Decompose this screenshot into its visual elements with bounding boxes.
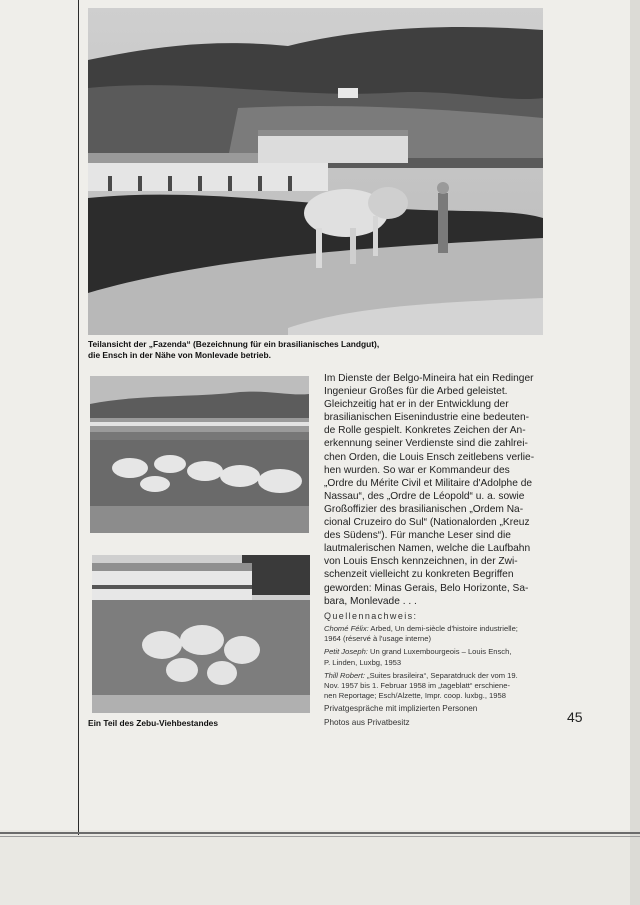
body-line: Im Dienste der Belgo-Mineira hat ein Redinger bbox=[324, 373, 534, 384]
source-text: nen Reportage; Esch/Alzette, Impr. coop. luxbg., 1958 bbox=[324, 691, 506, 701]
fazenda-photo bbox=[88, 8, 543, 335]
body-line: des Südens“). Für manche Leser sind die bbox=[324, 530, 511, 542]
body-line: Ingenieur Großes für die Arbed geleistet. bbox=[324, 386, 508, 398]
body-line: Gleichzeitig hat er in der Entwicklung der bbox=[324, 399, 509, 411]
source-text: 1964 (réservé à l'usage interne) bbox=[324, 634, 431, 644]
body-line: Großoffizier des brasilianischen „Ordem Na- bbox=[324, 503, 524, 515]
source-entry: Privatgespräche mit implizierten Personen bbox=[324, 704, 478, 714]
source-author: Petit Joseph: bbox=[324, 647, 368, 657]
source-text: P. Linden, Luxbg, 1953 bbox=[324, 657, 402, 667]
body-line: bara, Monlevade . . . bbox=[324, 595, 417, 607]
top-photo-caption-line-1: Teilansicht der „Fazenda“ (Bezeichnung für ein brasilianisches Landgut), bbox=[88, 339, 380, 349]
source-text: „Suites brasileira“, Separatdruck der vom 19. bbox=[364, 670, 518, 680]
page-number: 45 bbox=[567, 709, 583, 725]
page-margin-line bbox=[78, 0, 79, 835]
body-line: de Rolle gespielt. Konkretes Zeichen der An- bbox=[324, 425, 526, 437]
source-text: Arbed, Un demi-siècle d'histoire industrielle; bbox=[368, 624, 518, 633]
body-line: von Louis Ensch kennzeichnen, in der Zwi- bbox=[324, 556, 518, 568]
zebu-herd-photo bbox=[92, 555, 310, 713]
page-edge bbox=[630, 0, 640, 905]
source-entry bbox=[324, 624, 546, 644]
source-entry bbox=[324, 647, 546, 667]
sources-list bbox=[324, 624, 546, 731]
body-line: schenzeit vielleicht zu konkreten Begriffen bbox=[324, 569, 514, 581]
body-line: hen wurden. So war er Kommandeur des bbox=[324, 464, 510, 476]
bottom-photo-caption: Ein Teil des Zebu-Viehbestandes bbox=[88, 718, 218, 728]
herd-photo bbox=[90, 376, 309, 533]
sources-heading: Quellennachweis: bbox=[324, 611, 418, 621]
source-text: Un grand Luxembourgeois – Louis Ensch, bbox=[367, 647, 512, 657]
page-bottom-rule-secondary bbox=[0, 836, 640, 837]
article-body bbox=[324, 372, 545, 608]
page-bottom-rule bbox=[0, 832, 640, 834]
body-line: cional Cruzeiro do Sul“ (Nationalorden „Kreuz bbox=[324, 517, 530, 529]
body-line: chen Orden, die Louis Ensch zeitlebens verlie- bbox=[324, 451, 535, 463]
source-text: Nov. 1957 bis 1. Februar 1958 im „tageblatt“ erschiene- bbox=[324, 681, 511, 691]
source-entry bbox=[324, 671, 546, 702]
source-author: Chomé Félix: bbox=[324, 624, 369, 633]
body-line: brasilianischen Eisenindustrie eine bedeuten- bbox=[324, 412, 530, 424]
body-line: geworden: Minas Gerais, Belo Horizonte, Sa- bbox=[324, 582, 529, 594]
top-photo-caption-line-2: die Ensch in der Nähe von Monlevade betrieb. bbox=[88, 350, 271, 360]
source-entry: Photos aus Privatbesitz bbox=[324, 717, 410, 727]
body-line: erkennung seiner Verdienste sind die zahlrei- bbox=[324, 438, 528, 450]
body-line: „Ordre du Mérite Civil et Militaire d'Adolphe de bbox=[324, 477, 533, 489]
body-line: lautmalerischen Namen, welche die Laufbahn bbox=[324, 543, 531, 555]
source-author: Thill Robert: bbox=[324, 670, 365, 680]
body-line: Nassau“, des „Ordre de Léopold“ u. a. sowie bbox=[324, 490, 525, 502]
